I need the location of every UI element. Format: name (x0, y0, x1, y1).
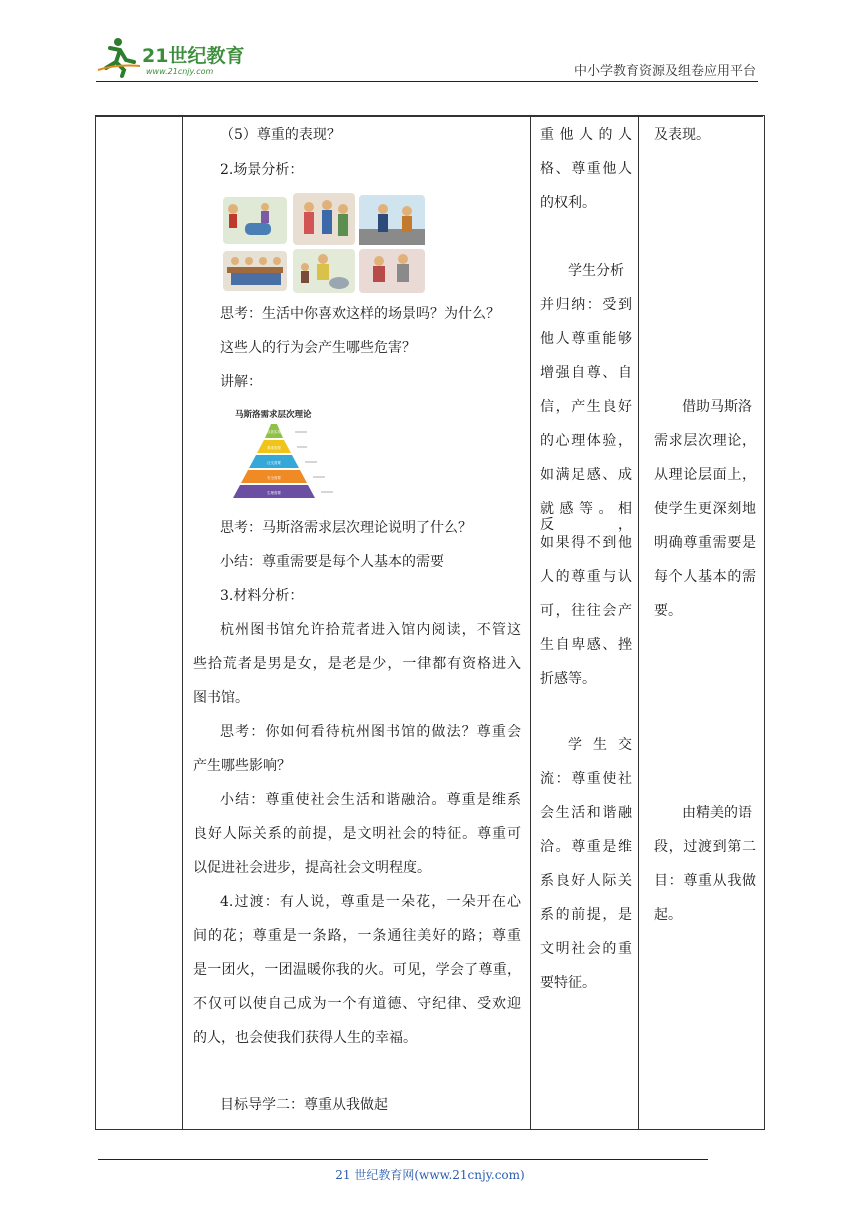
pyramid-level-5 (233, 485, 315, 498)
student-text-line: 就感等。相反， (540, 501, 632, 533)
think-question-2: 思考：马斯洛需求层次理论说明了什么？ (220, 520, 472, 536)
summary-2-line-2: 良好人际关系的前提，是文明社会的特征。尊重可 (193, 826, 521, 842)
logo-text: 21世纪教育 (142, 45, 245, 67)
scene-image-6 (359, 249, 425, 293)
student-text-line: 系良好人际关 (540, 873, 632, 889)
student-text-line: 洽。尊重是维 (540, 839, 632, 855)
student-text-line: 系的前提，是 (540, 907, 632, 923)
lesson-table (95, 115, 765, 1130)
pyramid-level-4 (241, 470, 307, 483)
column-divider-3 (638, 116, 639, 1129)
student-text-line: 如果得不到他 (540, 535, 632, 551)
student-text-line: 学 生 交 (568, 737, 632, 753)
student-text-line: 的权利。 (540, 195, 596, 211)
student-text-line: 流：尊重使社 (540, 771, 632, 787)
student-text-line: 文明社会的重 (540, 941, 632, 957)
student-text-line: 增强自尊、自 (540, 365, 632, 381)
intent-text-line: 起。 (654, 907, 682, 923)
material-line-2: 些拾荒者是男是女，是老是少，一律都有资格进入 (193, 656, 521, 672)
intent-text-line: 由精美的语 (682, 805, 752, 821)
scene-image-4 (223, 251, 287, 291)
pyramid-title: 马斯洛需求层次理论 (235, 410, 312, 420)
student-text-line: 他人尊重能够 (540, 331, 632, 347)
student-text-line: 学生分析 (568, 263, 624, 279)
svg-text:安全需要: 安全需要 (267, 476, 281, 480)
student-text-line: 会生活和谐融 (540, 805, 632, 821)
student-text-line: 的心理体验， (540, 433, 632, 449)
column-divider-2 (530, 116, 531, 1129)
scene-image-5 (293, 249, 355, 293)
intent-text-line: 及表现。 (654, 127, 710, 143)
student-text-line: 折感等。 (540, 671, 596, 687)
intent-text-line: 从理论层面上， (654, 467, 756, 483)
material-line-3: 图书馆。 (193, 690, 249, 706)
intent-text-line: 使学生更深刻地 (654, 501, 756, 517)
table-top-border (96, 116, 763, 117)
summary-2-line-1: 小结：尊重使社会生活和谐融洽。尊重是维系 (220, 792, 521, 808)
material-analysis-title: 3.材料分析： (220, 588, 304, 604)
logo-url: www.21cnjy.com (146, 67, 214, 76)
student-text-line: 格、尊重他人 (540, 161, 632, 177)
intent-text-line: 要。 (654, 603, 682, 619)
think-question-1b: 这些人的行为会产生哪些危害？ (220, 340, 416, 356)
scene-image-3 (359, 195, 425, 245)
student-text-line: 可，往往会产 (540, 603, 632, 619)
transition-line-5: 的人，也会使我们获得人生的幸福。 (193, 1030, 417, 1046)
maslow-pyramid-diagram (233, 408, 403, 504)
transition-line-2: 间的花；尊重是一条路，一条通往美好的路；尊重 (193, 928, 521, 944)
student-text-line: 重 他 人 的 人 (540, 127, 632, 143)
platform-title: 中小学教育资源及组卷应用平台 (573, 64, 756, 79)
pyramid-level-2 (257, 440, 291, 453)
intent-text-line: 目：尊重从我做 (654, 873, 756, 889)
summary-1: 小结：尊重需要是每个人基本的需要 (220, 554, 444, 570)
svg-text:尊重需要: 尊重需要 (267, 446, 281, 450)
scene-image-1 (223, 197, 287, 244)
pyramid-level-1 (265, 424, 283, 438)
student-text-line: 信，产生良好 (540, 399, 632, 415)
footer-divider (98, 1159, 708, 1160)
question-5: （5）尊重的表现？ (220, 127, 341, 143)
site-logo (96, 36, 266, 80)
footer-website[interactable]: 21 世纪教育网(www.21cnjy.com) (335, 1168, 525, 1182)
pyramid-level-3 (249, 455, 299, 468)
scene-analysis-title: 2.场景分析： (220, 162, 304, 178)
header-divider (96, 81, 758, 82)
intent-text-line: 段，过渡到第二 (654, 839, 756, 855)
student-text-line: 人的尊重与认 (540, 569, 632, 585)
intent-text-line: 需求层次理论， (654, 433, 756, 449)
goal-2-heading: 目标导学二：尊重从我做起 (220, 1097, 388, 1113)
svg-text:自我实现: 自我实现 (267, 430, 281, 434)
intent-text-line: 明确尊重需要是 (654, 535, 756, 551)
summary-2-line-3: 以促进社会进步，提高社会文明程度。 (193, 860, 431, 876)
student-text-line: 要特征。 (540, 975, 596, 991)
student-text-line: 并归纳：受到 (540, 297, 632, 313)
transition-line-3: 是一团火，一团温暖你我的火。可见，学会了尊重， (193, 962, 521, 978)
think-question-3-line-2: 产生哪些影响？ (193, 758, 291, 774)
runner-icon (98, 38, 140, 76)
explain-label: 讲解： (220, 374, 262, 390)
think-question-1a: 思考：生活中你喜欢这样的场景吗？为什么？ (220, 306, 500, 322)
svg-text:社交需要: 社交需要 (267, 461, 281, 465)
material-line-1: 杭州图书馆允许拾荒者进入馆内阅读，不管这 (220, 622, 521, 638)
intent-text-line: 每个人基本的需 (654, 569, 756, 585)
intent-text-line: 借助马斯洛 (682, 399, 752, 415)
transition-line-4: 不仅可以使自己成为一个有道德、守纪律、受欢迎 (193, 996, 521, 1012)
svg-text:生理需要: 生理需要 (267, 491, 281, 495)
think-question-3-line-1: 思考：你如何看待杭州图书馆的做法？尊重会 (220, 724, 521, 740)
transition-line-1: 4.过渡：有人说，尊重是一朵花，一朵开在心 (220, 894, 521, 910)
scene-illustrations (223, 193, 428, 295)
student-text-line: 如满足感、成 (540, 467, 632, 483)
scene-image-2 (293, 193, 355, 245)
student-text-line: 生自卑感、挫 (540, 637, 632, 653)
column-divider-1 (182, 116, 183, 1129)
